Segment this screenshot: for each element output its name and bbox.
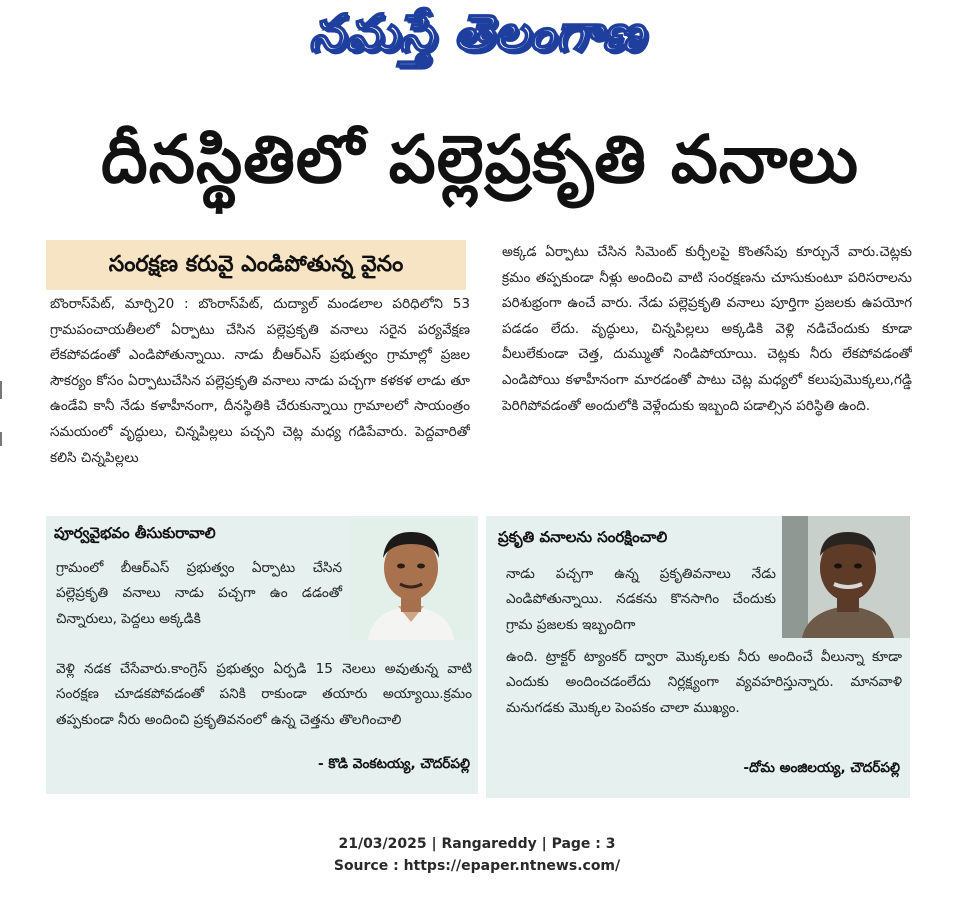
page-edge-mark xyxy=(0,381,2,399)
footer-source: Source : https://epaper.ntnews.com/ xyxy=(333,858,621,874)
person-portrait-icon xyxy=(782,516,910,638)
page-edge-mark xyxy=(0,432,2,446)
newspaper-logo: నమస్తే తెలంగాణ xyxy=(309,4,645,62)
article-body-right: అక్కడ ఏర్పాటు చేసిన సిమెంట్ కుర్చీలపై కొంతసేపు కూర్చునే వారు.చెట్లకు క్రమం తప్పకుండా నీళ్లు అందించి వాటి సంరక్షణను చూసుకుంటూ పరిసరాలను పరిశుభ్రంగా ఉంచే వారు. నేడు పల్లెప్రకృతి వనాలు పూర్తిగా ప్రజలకు ఉపయోగ పడడం లేదు. వృద్ధులు, చిన్నపిల్లలు అక్కడికి వెళ్లి నడిచేందుకు కూడా వీలులేకుండా చెత్త, దుమ్ముతో నిండిపోయాయి. చెట్లకు నీరు లేకపోవడంతో ఎండిపోయి కళాహీనంగా మారడంతో పాటు చెట్ల మధ్యలో కలుపుమొక్కలు,గడ్డి పెరిగిపోవడంతో అందులోకి వెళ్లేందుకు ఇబ్బంది పడాల్సిన పరిస్థితి ఉంది. xyxy=(502,244,912,414)
quote-box-right xyxy=(486,516,910,798)
quote-title-left: పూర్వవైభవం తీసుకురావాలి xyxy=(54,524,216,542)
quote-text-left-bottom: వెళ్లి నడక చేసేవారు.కాంగ్రెస్ ప్రభుత్వం ఏర్పడి 15 నెలలు అవుతున్న వాటి సంరక్షణ చూడకపోవడంతో పనికి రాకుండా తయారు అయ్యాయి.క్రమం తప్పకుండా నీరు అందించి ప్రకృతివనంలో ఉన్న చెత్తను తొలగించాలి xyxy=(56,661,472,728)
quote-title-right: ప్రకృతి వనాలను సంరక్షించాలి xyxy=(498,528,668,546)
headline: దీనస్థితిలో పల్లెప్రకృతి వనాలు xyxy=(101,121,859,198)
footer-date-edition: 21/03/2025 | Rangareddy | Page : 3 xyxy=(338,836,616,852)
masthead xyxy=(0,0,954,82)
attribution-right: -దోమ అంజిలయ్య, చౌదర్‌పల్లి xyxy=(743,760,900,776)
subheadline: సంరక్షణ కరువై ఎండిపోతున్న వైనం xyxy=(46,240,466,290)
quote-text-right-top: నాడు పచ్చగా ఉన్న ప్రకృతివనాలు నేడు ఎండిపోతున్నాయి. నడకను కొనసాగిం చేందుకు గ్రామ ప్రజలకు ఇబ్బందిగా xyxy=(506,566,776,633)
article-body-left: బొంరాస్‌పేట్, మార్చి20 : బొంరాస్‌పేట్, దుద్యాల్ మండలాల పరిధిలోని 53 గ్రామపంచాయతీలలో ఏర్పాటు చేసిన పల్లెప్రకృతి వనాలు సరైన పర్యవేక్షణ లేకపోవడంతో ఎండిపోతున్నాయి. నాడు బీఆర్ఎస్ ప్రభుత్వం గ్రామాల్లో ప్రజల సౌకర్యం కోసం ఏర్పాటుచేసిన పల్లెప్రకృతి వనాలు నాడు పచ్చగా కళకళ లాడు తూ ఉండేవి కానీ నేడు కళాహీనంగా, దీనస్థితికి చేరుకున్నాయి గ్రామాలలో సాయంత్రం సమయంలో వృద్ధులు, చిన్నపిల్లలు పచ్చని చెట్ల మధ్య గడిపేవారు. పెద్దవారితో కలిసి చిన్నపిల్లలు xyxy=(50,296,470,466)
quote-text-right-bottom: ఉంది. ట్రాక్టర్ ట్యాంకర్ ద్వారా మొక్కలకు నీరు అందించే వీలున్నా కూడా ఎందుకు అందించడంలేదు నిర్లక్ష్యంగా వ్యవహరిస్తున్నారు. మానవాళి మనుగడకు మొక్కల పెంపకం చాలా ముఖ్యం. xyxy=(506,649,902,716)
quote-text-left-top: గ్రామంలో బీఆర్ఎస్ ప్రభుత్వం ఏర్పాటు చేసిన పల్లెప్రకృతి వనాలు నాడు పచ్చగా ఉం డడంతో చిన్నారులు, పెద్దలు అక్కడికి xyxy=(56,560,342,627)
portrait-photo-right xyxy=(782,516,910,638)
portrait-photo-left xyxy=(350,518,472,640)
person-portrait-icon xyxy=(350,518,472,640)
quote-box-left xyxy=(46,516,478,794)
attribution-left: - కొడి వెంకటయ్య, చౌదర్‌పల్లి xyxy=(318,756,470,772)
